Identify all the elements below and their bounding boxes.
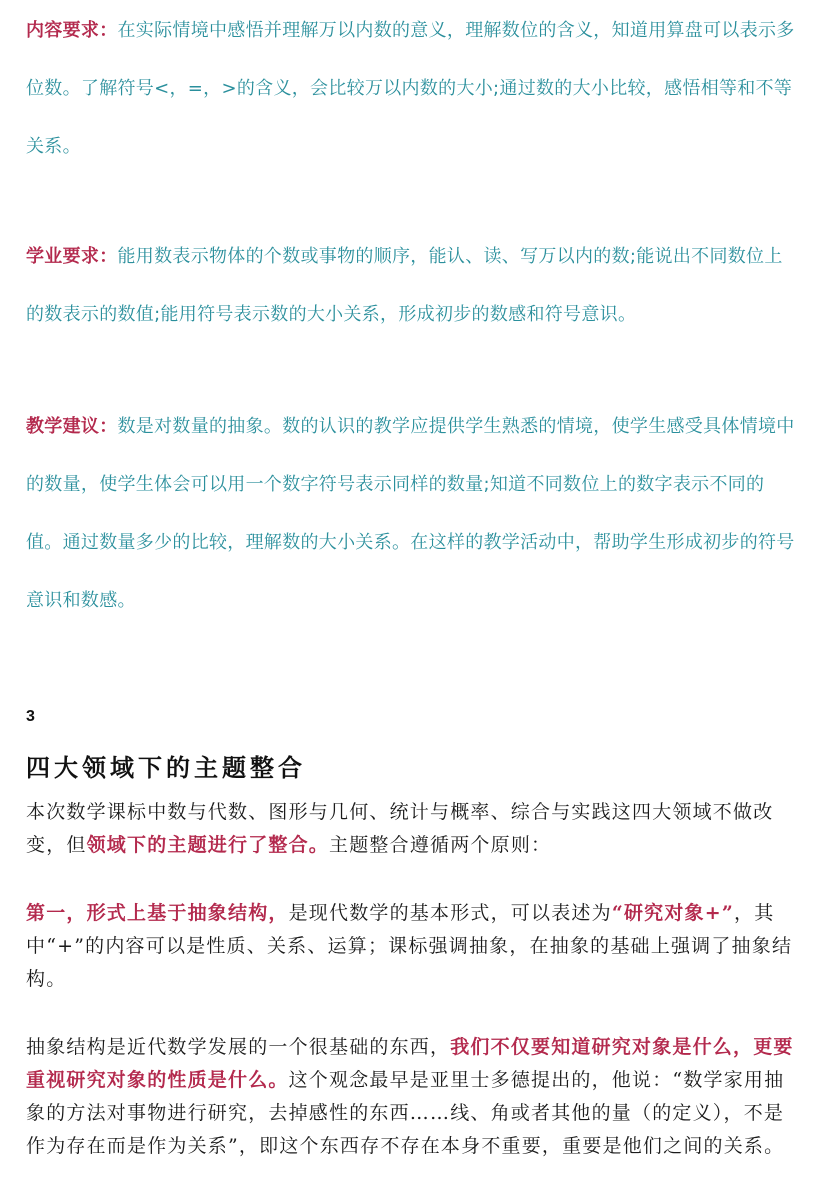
abstract-text-2: 这个观念最早是亚里士多德提出的，他说：“数学家用抽象的方法对事物进行研究，去掉感性的东西……线、角或者其他的量（的定义），不是作为存在而是作为关系”，即这个东西存不存在本身不重要，重要是他们之间的关系。 bbox=[26, 1069, 785, 1157]
content-requirement-text: 在实际情境中感悟并理解万以内数的意义，理解数位的含义，知道用算盘可以表示多位数。了解符号<，=，>的含义，会比较万以内数的大小;通过数的大小比较，感悟相等和不等关系。 bbox=[26, 20, 795, 157]
content-requirement-paragraph bbox=[26, 2, 796, 176]
academic-requirement-label: 学业要求： bbox=[26, 246, 118, 267]
abstract-text-1: 抽象结构是近代数学发展的一个很基础的东西， bbox=[26, 1036, 451, 1058]
intro-paragraph bbox=[26, 796, 796, 862]
abstract-structure-paragraph bbox=[26, 1031, 796, 1163]
teaching-suggestion-paragraph bbox=[26, 398, 796, 630]
first-principle-text-1: 是现代数学的基本形式，可以表述为 bbox=[288, 902, 612, 924]
intro-text-1: 本次数学课标中数与代数、图形与几何、统计与概率、综合与实践这四大领域不做改变，但 bbox=[26, 801, 774, 856]
first-principle-text-2: ，其中“+”的内容可以是性质、关系、运算；课标强调抽象，在抽象的基础上强调了抽象结构。 bbox=[26, 902, 793, 990]
content-requirement-label: 内容要求： bbox=[26, 20, 118, 41]
intro-text-2: 主题整合遵循两个原则： bbox=[329, 834, 552, 856]
research-object-emphasis: “研究对象+” bbox=[611, 902, 734, 924]
intro-emphasis: 领域下的主题进行了整合。 bbox=[86, 834, 330, 856]
abstract-emphasis: 我们不仅要知道研究对象是什么，更要重视研究对象的性质是什么。 bbox=[26, 1036, 794, 1091]
section-title: 四大领域下的主题整合 bbox=[26, 754, 306, 782]
teaching-suggestion-text: 数是对数量的抽象。数的认识的教学应提供学生熟悉的情境，使学生感受具体情境中的数量，使学生体会可以用一个数字符号表示同样的数量;知道不同数位上的数字表示不同的值。通过数量多少的比较，理解数的大小关系。在这样的教学活动中，帮助学生形成初步的符号意识和数感。 bbox=[26, 416, 795, 611]
first-principle-emphasis: 第一，形式上基于抽象结构， bbox=[26, 902, 289, 924]
section-number: 3 bbox=[26, 708, 35, 725]
first-principle-paragraph bbox=[26, 897, 796, 996]
academic-requirement-text: 能用数表示物体的个数或事物的顺序，能认、读、写万以内的数;能说出不同数位上的数表示的数值;能用符号表示数的大小关系，形成初步的数感和符号意识。 bbox=[26, 246, 783, 325]
academic-requirement-paragraph bbox=[26, 228, 796, 344]
teaching-suggestion-label: 教学建议： bbox=[26, 416, 118, 437]
